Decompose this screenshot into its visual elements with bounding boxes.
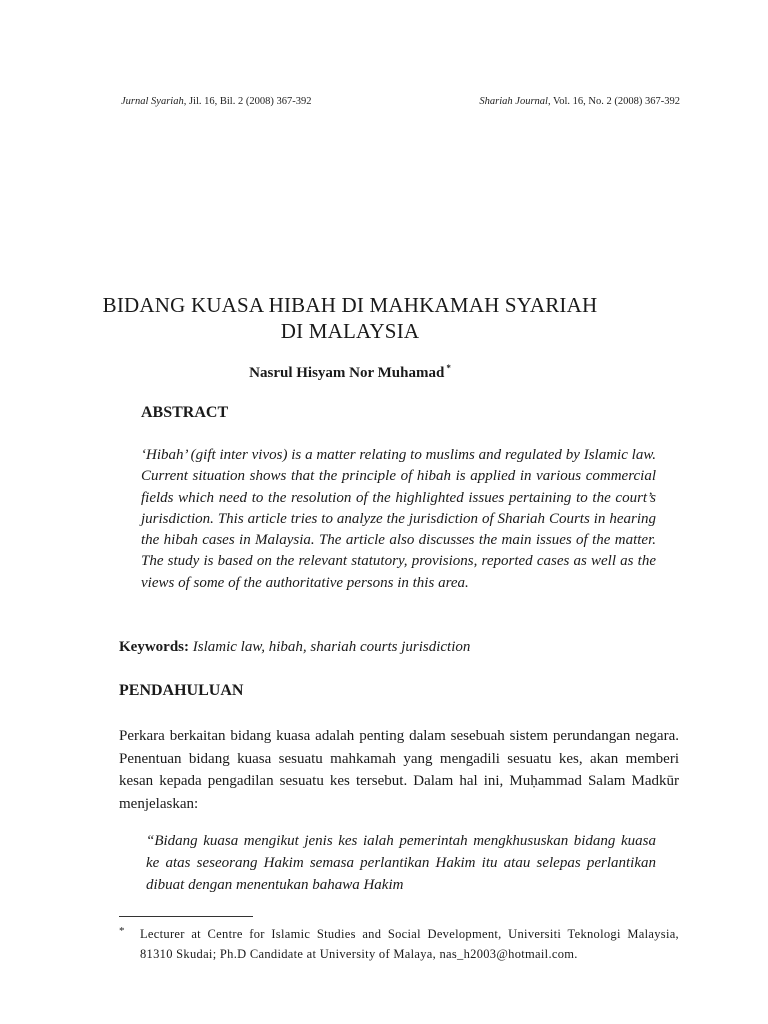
running-head-left-details: , Jil. 16, Bil. 2 (2008) 367-392 [183,96,312,107]
running-head-right [479,96,680,107]
article-title-line-2: DI MALAYSIA [280,319,420,343]
block-quote: “Bidang kuasa mengikut jenis kes ialah pemerintah mengkhususkan bidang kuasa ke atas seseorang Hakim semasa perlantikan Hakim itu atau selepas perlantikan dibuat dengan menentukan bahawa Hakim [146,833,656,893]
running-head-left-journal: Jurnal Syariah [121,96,184,107]
footnote [119,924,679,964]
author-name: Nasrul Hisyam Nor Muhamad [249,365,445,381]
section-heading: PENDAHULUAN [119,682,244,699]
running-head-left [121,96,311,107]
article-title [100,292,600,344]
keywords-value: Islamic law, hibah, shariah courts jurisdiction [189,639,471,655]
footnote-marker: * [119,925,125,937]
keywords-line [119,639,470,656]
article-title-line-1: BIDANG KUASA HIBAH DI MAHKAMAH SYARIAH [102,293,598,317]
abstract-heading: ABSTRACT [141,404,229,421]
running-head-right-journal: Shariah Journal [479,96,548,107]
abstract-body: ‘Hibah’ (gift inter vivos) is a matter relating to muslims and regulated by Islamic law. Current situation shows that the principle of hibah is applied in various commercial fields which need to the resolution of the highlighted issues pertaining to the court’s jurisdiction. This article tries to analyze the jurisdiction of Shariah Courts in hearing the hibah cases in Malaysia. The article also discusses the main issues of the matter. The study is based on the relevant statutory, provisions, reported cases as well as the views of some of the authoritative persons in this area. [141,447,656,591]
footnote-divider [119,916,253,917]
keywords-label: Keywords: [119,639,189,655]
footnote-text: Lecturer at Centre for Islamic Studies and Social Development, Universiti Teknologi Malaysia, 81310 Skudai; Ph.D Candidate at University of Malaya, nas_h2003@hotmail.com. [140,927,679,961]
body-paragraph: Perkara berkaitan bidang kuasa adalah penting dalam sesebuah sistem perundangan negara. Penentuan bidang kuasa sesuatu mahkamah yang mengadili sesuatu kes, akan memberi kesan kepada pengadilan sesuatu kes tersebut. Dalam hal ini, Muḥammad Salam Madkūr menjelaskan: [119,728,679,812]
author-line [100,363,600,382]
running-head-right-details: , Vol. 16, No. 2 (2008) 367-392 [547,96,680,107]
author-footnote-marker: * [446,363,451,373]
